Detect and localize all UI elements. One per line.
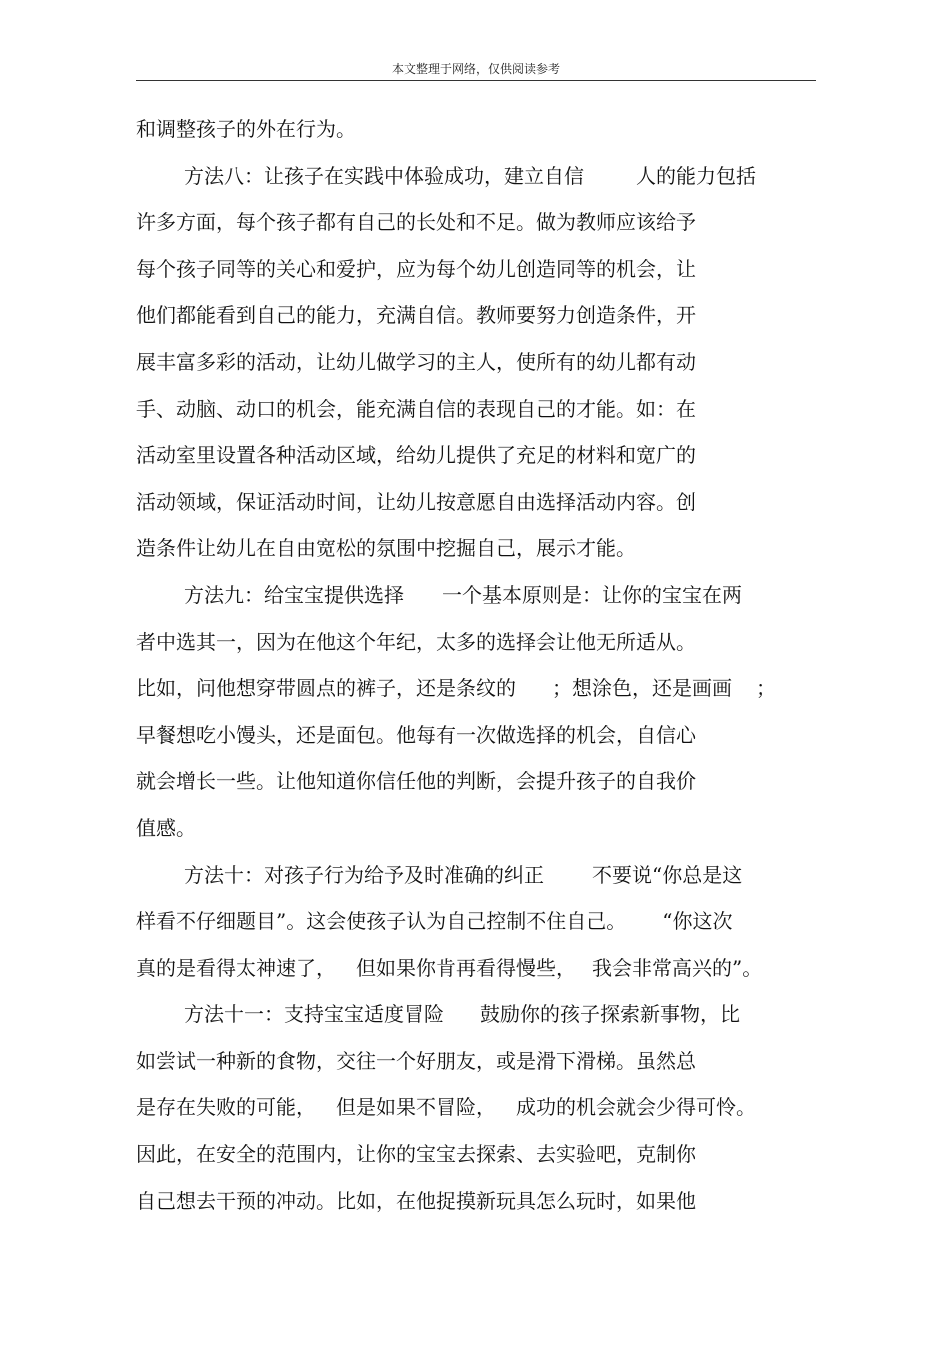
text-segment: 活动领域，保证活动时间，让幼儿按意愿自由选择活动内容。创 [136,489,696,514]
text-line [136,991,836,1038]
text-line [136,199,836,246]
text-segment: 许多方面，每个孩子都有自己的长处和不足。做为教师应该给予 [136,210,696,235]
text-line [136,525,836,572]
text-segment: 。这会使孩子认为自己控制不住自己。 [286,909,627,934]
section-heading: 方法八：让孩子在实践中体验成功，建立自信 [184,163,584,188]
text-segment: 造条件让幼儿在自由宽松的氛围中挖掘自己，展示才能。 [136,536,636,561]
text-segment: 但是如果不冒险， [336,1095,496,1120]
text-segment: 比如，问他想穿带圆点的裤子，还是条纹的 [136,676,516,701]
page-header: 本文整理于网络，仅供阅读参考 [391,62,560,76]
text-line [136,712,836,759]
text-segment: 我会非常高兴的” [592,955,743,980]
text-line [136,386,836,433]
text-segment: 手、动脑、动口的机会，能充满自信的表现自己的才能。如：在 [136,396,696,421]
text-segment: 和调整孩子的外在行为。 [136,117,356,141]
text-line [136,1178,836,1225]
text-segment: ； [756,676,776,701]
body-text [136,106,836,1224]
text-segment: 早餐想吃小馒头，还是面包。他每有一次做选择的机会，自信心 [136,722,696,747]
text-segment: 因此，在安全的范围内，让你的宝宝去探索、去实验吧，克制你 [136,1142,696,1167]
text-line [136,1038,836,1085]
text-segment: 展丰富多彩的活动，让幼儿做学习的主人，使所有的幼儿都有动 [136,349,696,374]
text-segment: 不要说“你总是这 [592,862,743,887]
text-line [136,665,836,712]
header-divider [136,80,816,81]
text-line [136,246,836,293]
text-segment: 就会增长一些。让他知道你信任他的判断，会提升孩子的自我价 [136,769,696,794]
text-line [136,898,836,945]
text-line [136,432,836,479]
text-segment: 但如果你肯再看得慢些， [356,955,576,980]
text-line [136,945,836,992]
text-line [136,479,836,526]
text-segment: 如尝试一种新的食物，交往一个好朋友，或是滑下滑梯。虽然总 [136,1048,696,1073]
text-segment: 每个孩子同等的关心和爱护，应为每个幼儿创造同等的机会，让 [136,256,696,281]
text-segment: 成功的机会就会少得可怜。 [516,1095,756,1120]
text-line [136,805,836,852]
text-segment: 。 [742,955,763,980]
section-heading: 方法九：给宝宝提供选择 [184,582,404,607]
text-segment: 值感。 [136,815,196,840]
text-line [136,619,836,666]
text-segment: ；想涂色，还是画画 [552,676,732,701]
text-segment: 活动室里设置各种活动区域，给幼儿提供了充足的材料和宽广的 [136,443,696,468]
text-line [136,1084,836,1131]
text-segment: 者中选其一，因为在他这个年纪，太多的选择会让他无所适从。 [136,629,696,654]
text-segment: 他们都能看到自己的能力，充满自信。教师要努力创造条件，开 [136,303,696,328]
text-segment: 样看不仔细题目” [136,909,287,934]
text-segment: 是存在失败的可能， [136,1095,316,1120]
text-line [136,1131,836,1178]
text-segment: 鼓励你的孩子探索新事物，比 [480,1002,740,1027]
text-segment: 一个基本原则是：让你的宝宝在两 [442,582,742,607]
text-line [136,153,836,200]
text-line [136,106,836,153]
text-segment: “你这次 [662,909,733,934]
text-line [136,339,836,386]
text-line [136,572,836,619]
section-heading: 方法十：对孩子行为给予及时准确的纠正 [184,862,544,887]
text-segment: 真的是看得太神速了， [136,955,336,980]
text-line [136,852,836,899]
text-segment: 人的能力包括 [636,163,756,188]
section-heading: 方法十一：支持宝宝适度冒险 [184,1002,444,1027]
text-line [136,292,836,339]
text-line [136,758,836,805]
text-segment: 自己想去干预的冲动。比如，在他捉摸新玩具怎么玩时，如果他 [136,1188,696,1213]
